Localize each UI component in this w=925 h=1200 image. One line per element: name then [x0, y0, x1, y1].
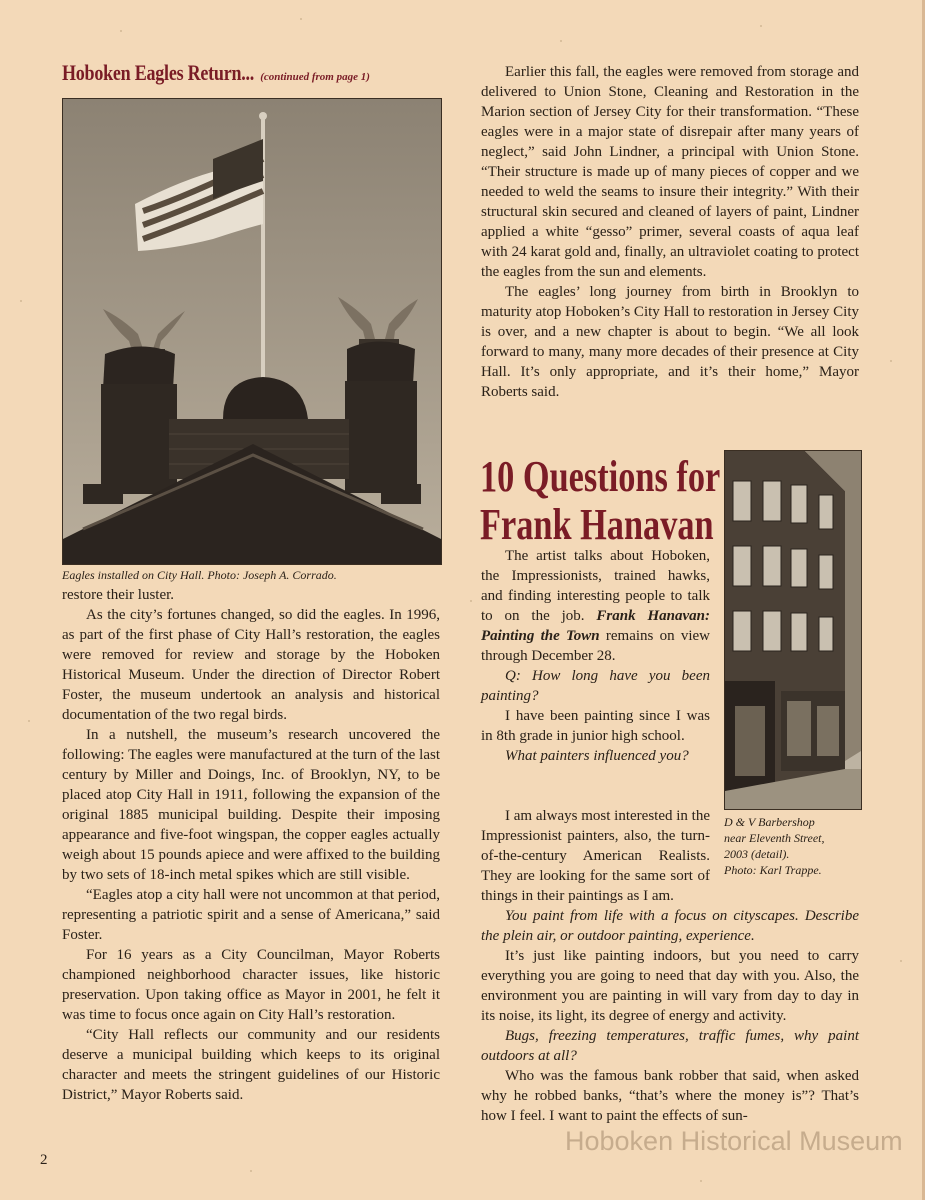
eagles-city-hall-image — [63, 99, 441, 564]
right-para-1: Earlier this fall, the eagles were removed from storage and delivered to Union Stone, Cleaning and Restoration in the Marion section of Jersey City for their transformation. “These eagles were in a major state of disrepair after many years of neglect,” said John Lindner, a principal with Union Stone. “Their structure is made up of many pieces of copper and we needed to weld the seams to insure their integrity.” With their structural skin secured and cleaned of layers of paint, Lindner applied a white “gesso” primer, several coasts of aqua leaf with 24 karat gold and, finally, an ultraviolet coating to protect the eagles from the sun and elements. — [481, 64, 859, 280]
barbershop-street-image — [725, 451, 861, 809]
left-para-5: For 16 years as a City Councilman, Mayor Roberts championed neighborhood character issues, like historic preservation. Upon taking office as Mayor in 2001, he felt it was time to focus once again on City Hall’s restoration. — [62, 947, 440, 1023]
right-para-2: The eagles’ long journey from birth in Brooklyn to maturity atop Hoboken’s City Hall to restoration in Jersey City is over, and a new chapter is about to begin. “We all look forward to many, many more decades of their presence at City Hall. It’s only appropriate, and it’s their home,” Mayor Roberts said. — [481, 284, 859, 400]
left-para-6: “City Hall reflects our community and our residents deserve a municipal building which keeps to its original character and meets the stringent guidelines of our Historic District,” Mayor Roberts said. — [62, 1027, 440, 1103]
headline-line-1: 10 Questions for — [480, 452, 721, 501]
intro-tail: remains on view through December 28. — [481, 628, 711, 664]
interview-wide-column — [481, 806, 859, 1126]
continued-note: (continued from page 1) — [260, 71, 370, 83]
left-para-3: In a nutshell, the museum’s research uncovered the following: The eagles were manufactured at the turn of the last century by Miller and Doings, Inc. of Brooklyn, NY, to be placed atop City Hall in 1911, following the expansion of the original 1885 municipal building. Despite their imposing appearance and five-foot wingspan, the copper eagles actually weigh about 15 pounds apiece and were affixed to the building by two sets of 18-inch metal spikes which are still visible. — [62, 727, 440, 883]
left-para-2: As the city’s fortunes changed, so did the eagles. In 1996, as part of the first phase of City Hall’s restoration, the eagles were removed for review and storage by the Hoboken Historical Museum. Under the direction of Director Robert Foster, the museum undertook an analysis and historical documentation of the two regal birds. — [62, 607, 440, 723]
left-para-4: “Eagles atop a city hall were not uncommon at that period, representing a patriotic spirit and a sense of Americana,” said Foster. — [62, 887, 440, 943]
caption-line-3: 2003 (detail). — [724, 847, 790, 861]
article-title: Hoboken Eagles Return... — [62, 60, 255, 85]
eagles-photo-caption: Eagles installed on City Hall. Photo: Joseph A. Corrado. — [62, 568, 337, 582]
left-column — [62, 585, 440, 1105]
barbershop-photo — [724, 450, 862, 810]
question-3: You paint from life with a focus on cityscapes. Describe the plein air, or outdoor painting, experience. — [481, 908, 859, 944]
question-1: Q: How long have you been painting? — [481, 668, 710, 704]
museum-watermark: Hoboken Historical Museum — [565, 1126, 903, 1156]
answer-2: I am always most interested in the Impressionist painters, also, the turn-of-the-century American Realists. They are looking for the same sort of things in their paintings as I am. — [481, 808, 710, 904]
interview-headline — [480, 453, 720, 549]
question-2: What painters influenced you? — [505, 748, 689, 764]
page-number: 2 — [40, 1152, 48, 1168]
answer-3: It’s just like painting indoors, but you need to carry everything you are going to need that day with you. Also, the environment you are painting in will vary from day to day in its noise, its light, its degree of energy and activity. — [481, 948, 859, 1024]
right-top-column — [481, 62, 859, 402]
eagles-photo — [62, 98, 442, 565]
show-title: Frank Hanavan: Painting the Town — [481, 608, 710, 644]
caption-line-1: D & V Barbershop — [724, 815, 815, 829]
caption-line-2: near Eleventh Street, — [724, 831, 825, 845]
headline-line-2: Frank Hanavan — [480, 500, 714, 549]
interview-narrow-column — [481, 546, 710, 766]
caption-line-4: Photo: Karl Trappe. — [724, 863, 822, 877]
left-para-1: restore their luster. — [62, 587, 175, 603]
interview-intro — [481, 546, 710, 666]
answer-1: I have been painting since I was in 8th grade in junior high school. — [481, 708, 710, 744]
question-4: Bugs, freezing temperatures, traffic fumes, why paint outdoors at all? — [481, 1028, 859, 1064]
article-header — [62, 60, 370, 86]
intro-text: The artist talks about Hoboken, the Impressionists, trained hawks, and finding interesting people to talk to on the job. — [481, 548, 710, 624]
answer-4: Who was the famous bank robber that said, when asked why he robbed banks, “that’s where the money is”? That’s how I feel. I want to paint the effects of sun- — [481, 1068, 859, 1124]
